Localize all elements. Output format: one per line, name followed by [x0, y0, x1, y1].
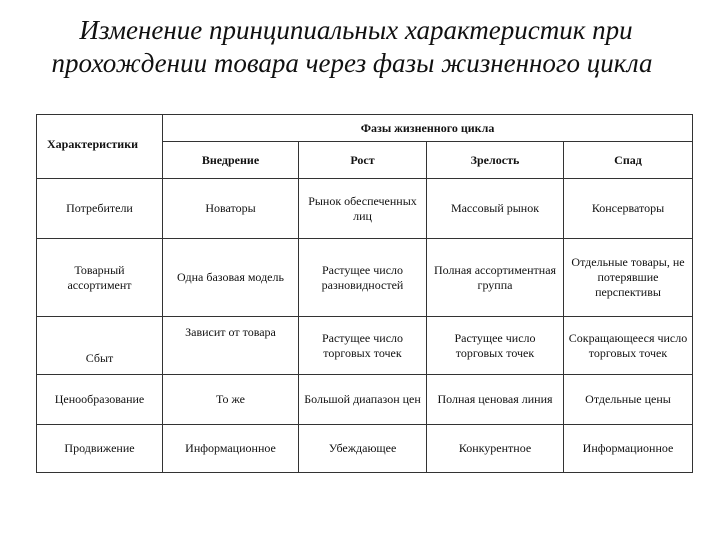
- table-row: [37, 317, 693, 375]
- table-cell: Одна базовая модель: [163, 239, 299, 317]
- table-cell: Консерваторы: [564, 179, 693, 239]
- table-cell: Полная ценовая линия: [427, 375, 564, 425]
- table-cell: Информационное: [564, 425, 693, 473]
- title-line-2: прохождении товара через фазы жизненного цикла: [51, 48, 653, 78]
- table-cell: Сокращающееся число торговых точек: [564, 317, 693, 375]
- table-cell: Информационное: [163, 425, 299, 473]
- table-cell: Полная ассортиментная группа: [427, 239, 564, 317]
- table-cell: Убеждающее: [299, 425, 427, 473]
- table-cell: Рынок обеспеченных лиц: [299, 179, 427, 239]
- table-cell: Массовый рынок: [427, 179, 564, 239]
- table-cell: Растущее число разновидностей: [299, 239, 427, 317]
- table-row: [37, 179, 693, 239]
- row-label-promotion: Продвижение: [37, 425, 163, 473]
- title-line-1: Изменение принципиальных характеристик при: [79, 15, 633, 45]
- phases-header: Фазы жизненного цикла: [163, 115, 693, 142]
- table-cell: Новаторы: [163, 179, 299, 239]
- table-cell: Отдельные цены: [564, 375, 693, 425]
- row-label-assortment: Товарный ассортимент: [37, 239, 163, 317]
- table-cell: Большой диапазон цен: [299, 375, 427, 425]
- phase-header-decline: Спад: [564, 142, 693, 179]
- page-title: [0, 14, 704, 80]
- phase-header-maturity: Зрелость: [427, 142, 564, 179]
- table-cell: Зависит от товара: [163, 317, 299, 375]
- table-cell: То же: [163, 375, 299, 425]
- table-cell: Растущее число торговых точек: [427, 317, 564, 375]
- table-row: [37, 239, 693, 317]
- row-label-consumers: Потребители: [37, 179, 163, 239]
- table-cell: Растущее число торговых точек: [299, 317, 427, 375]
- lifecycle-table: [36, 114, 693, 473]
- phase-header-growth: Рост: [299, 142, 427, 179]
- row-label-distribution: Сбыт: [37, 317, 163, 375]
- table-row: [37, 375, 693, 425]
- row-label-pricing: Ценообразование: [37, 375, 163, 425]
- characteristics-header: Характеристики: [37, 115, 163, 179]
- lifecycle-table-container: [36, 114, 692, 472]
- table-row: [37, 425, 693, 473]
- table-cell: Конкурентное: [427, 425, 564, 473]
- phase-header-introduction: Внедрение: [163, 142, 299, 179]
- table-cell: Отдельные товары, не потерявшие перспективы: [564, 239, 693, 317]
